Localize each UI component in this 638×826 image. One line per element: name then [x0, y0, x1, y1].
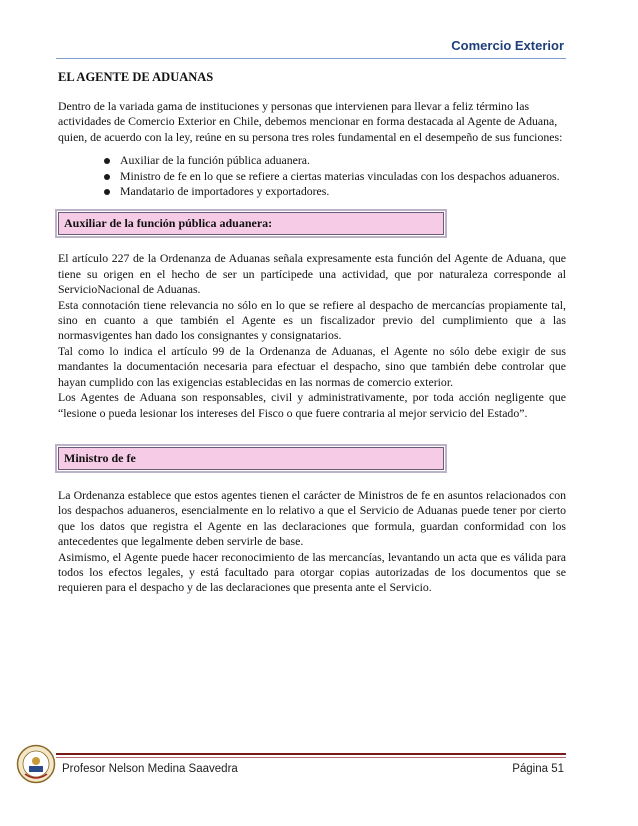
section1-paragraph: Los Agentes de Aduana son responsables, civil y administrativamente, por toda acción negligente que “lesione o pueda lesionar los intereses del Fisco o que fuere contraria al mejor servicio del Estado”.	[58, 390, 566, 420]
document-title: EL AGENTE DE ADUANAS	[58, 70, 214, 84]
section1-paragraph: Esta connotación tiene relevancia no sólo en lo que se refiere al despacho de mercancías propiamente tal, sino en cuanto a que también el Agente es un fiscalizador previo del cumplimiento que a las normasvigentes han dado los consignantes y consignatarios.	[58, 297, 566, 343]
section-heading-auxiliar: Auxiliar de la función pública aduanera:	[58, 212, 444, 235]
page-number: Página 51	[512, 763, 564, 775]
header-divider	[56, 58, 566, 59]
section1-paragraph: Tal como lo indica el artículo 99 de la Ordenanza de Aduanas, el Agente no sólo debe exigir de sus mandantes la documentación necesaria para efectuar el despacho, sino que también debe controlar que hayan cumplido con las exigencias establecidas en las normas de comercio exterior.	[58, 343, 566, 389]
list-item-text: Mandatario de importadores y exportadores.	[120, 184, 330, 199]
list-item-text: Auxiliar de la función pública aduanera.	[120, 153, 310, 168]
section1-paragraph: El artículo 227 de la Ordenanza de Aduanas señala expresamente esta función del Agente de Aduana, que tiene su origen en el hecho de ser un partícipede una actividad, que por naturaleza corresponde al ServicioNacional de Aduanas.	[58, 251, 566, 297]
bullet-icon	[104, 158, 110, 164]
list-item	[120, 153, 566, 168]
list-item-text: Ministro de fe en lo que se refiere a ciertas materias vinculadas con los despachos aduaneros.	[120, 168, 560, 183]
list-item	[120, 169, 566, 184]
section2-paragraph: La Ordenanza establece que estos agentes tienen el carácter de Ministros de fe en asuntos relacionados con los despachos aduaneros, esencialmente en lo relativo a que el Servicio de Aduanas puede tener por cierto que los datos que registra el Agente en las declaraciones que formula, guardan conformidad con los antecedentes que legalmente deben servirle de base.	[58, 487, 566, 549]
header-title: Comercio Exterior	[451, 38, 564, 53]
section-heading-ministro: Ministro de fe	[58, 447, 444, 470]
intro-paragraph: Dentro de la variada gama de instituciones y personas que intervienen para llevar a feliz término las actividades de Comercio Exterior en Chile, debemos mencionar en forma destacada al Agente de Aduana, quien, de acuerdo con la ley, reúne en su persona tres roles fundamental en el desempeño de sus funciones:	[58, 99, 563, 144]
bullet-icon	[104, 189, 110, 195]
footer-divider	[56, 753, 566, 755]
bullet-icon	[104, 174, 110, 180]
list-item	[120, 184, 566, 199]
roles-list	[58, 153, 566, 199]
footer-author: Profesor Nelson Medina Saavedra	[62, 763, 238, 775]
section2-paragraph: Asimismo, el Agente puede hacer reconocimiento de las mercancías, levantando un acta que es válida para todos los efectos legales, y está facultado para otorgar copias autorizadas de los documentos que se requieren para el despacho y de las declaraciones que presenta ante el Servicio.	[58, 549, 566, 595]
document-body	[58, 70, 566, 596]
institution-seal-icon	[16, 744, 56, 784]
footer-divider-thin	[56, 757, 566, 758]
